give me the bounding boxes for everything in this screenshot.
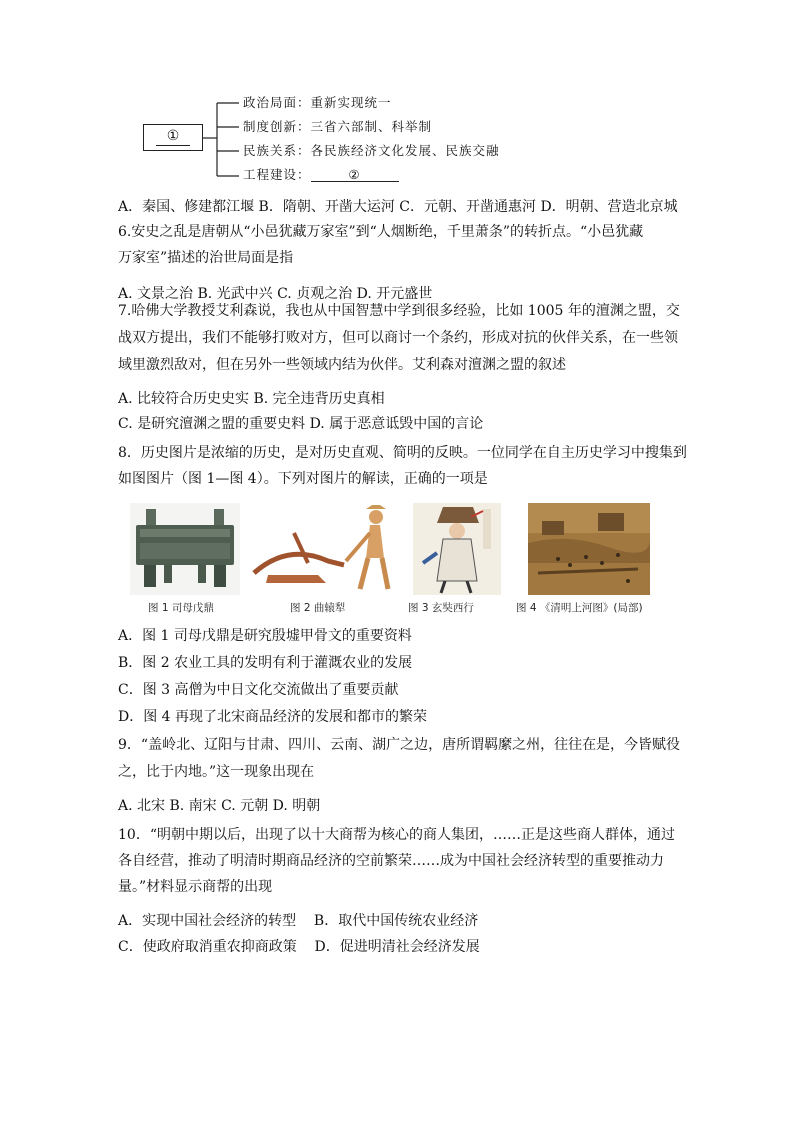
diagram-row-label: 民族关系：: [243, 143, 311, 158]
diagram-brace: [203, 95, 243, 185]
diagram-row-value: 三省六部制、科举制: [310, 119, 433, 134]
q10-option-line-2: C．使政府取消重农抑商政策 D．促进明清社会经济发展: [118, 939, 480, 955]
diagram-row-institution: [243, 119, 432, 135]
q10-option-line-1: A．实现中国社会经济的转型 B．取代中国传统农业经济: [118, 913, 479, 929]
figure-3-caption: 图 3 玄奘西行: [408, 602, 474, 614]
q9-options: A. 北宋 B. 南宋 C. 元朝 D. 明朝: [118, 798, 321, 814]
figure-2-caption: 图 2 曲辕犁: [290, 602, 346, 614]
diagram-blank: ②: [311, 167, 399, 182]
q6-stem-line-1: 6.安史之乱是唐朝从“小邑犹藏万家室”到“人烟断绝，千里萧条”的转折点。“小邑犹藏: [118, 224, 644, 240]
q7-stem-line-3: 域里激烈敌对，但在另外一些领域内结为伙伴。艾利森对澶渊之盟的叙述: [118, 357, 566, 373]
q10-stem-line-2: 各自经营，推动了明清时期商品经济的空前繁荣……成为中国社会经济转型的重要推动力: [118, 853, 664, 869]
plow-image: [248, 503, 396, 595]
q8-option-d: D．图 4 再现了北宋商品经济的发展和都市的繁荣: [118, 709, 428, 725]
q7-option-line-2: C. 是研究澶渊之盟的重要史料 D. 属于恶意诋毁中国的言论: [118, 416, 484, 432]
diagram-center-box: [143, 124, 203, 151]
diagram-row-politics: [243, 95, 392, 111]
diagram-row-label: 政治局面：: [243, 95, 311, 110]
diagram-center-underline: [156, 145, 190, 146]
q7-stem-line-2: 战双方提出，我们不能够打败对方，但可以商讨一个条约，形成对抗的伙伴关系，在一些领: [118, 330, 678, 346]
q8-option-a: A．图 1 司母戊鼎是研究殷墟甲骨文的重要资料: [118, 628, 412, 644]
diagram-row-label: 制度创新：: [243, 119, 311, 134]
q7-stem-line-1: 7.哈佛大学教授艾利森说，我也从中国智慧中学到很多经验，比如 1005 年的澶渊之盟，交: [118, 303, 680, 319]
q8-stem-line-2: 如图图片（图 1—图 4）。下列对图片的解读，正确的一项是: [118, 471, 488, 487]
q7-option-line-1: A. 比较符合历史史实 B. 完全违背历史真相: [118, 391, 385, 407]
figure-4-caption: 图 4 《清明上河图》(局部): [516, 602, 643, 614]
q9-stem-line-2: 之，比于内地。”这一现象出现在: [118, 764, 315, 780]
q6-options: A. 文景之治 B. 光武中兴 C. 贞观之治 D. 开元盛世: [118, 286, 433, 302]
diagram-row-value: 各民族经济文化发展、民族交融: [310, 143, 500, 158]
q8-option-c: C．图 3 高僧为中日文化交流做出了重要贡献: [118, 682, 399, 698]
ding-image: [130, 503, 240, 595]
q8-option-b: B．图 2 农业工具的发明有利于灌溉农业的发展: [118, 655, 413, 671]
q5-options: A．秦国、修建都江堰 B．隋朝、开凿大运河 C．元朝、开凿通惠河 D．明朝、营造北京城: [118, 199, 678, 215]
q9-stem-line-1: 9．“盖岭北、辽阳与甘肃、四川、云南、湖广之边，唐所谓羁縻之州，往往在是，今皆赋役: [118, 737, 681, 753]
diagram-center-label: ①: [166, 128, 180, 144]
q10-stem-line-1: 10．“明朝中期以后，出现了以十大商帮为核心的商人集团，……正是这些商人群体，通过: [118, 827, 675, 843]
xuanzang-image: [413, 503, 501, 595]
qingming-painting-image: [528, 503, 650, 595]
diagram-row-value: 重新实现统一: [310, 95, 392, 110]
q8-stem-line-1: 8．历史图片是浓缩的历史，是对历史直观、简明的反映。一位同学在自主历史学习中搜集到: [118, 445, 687, 461]
diagram-row-label: 工程建设：: [243, 167, 311, 182]
q6-stem-line-2: 万家室”描述的治世局面是指: [118, 250, 294, 266]
diagram-row-ethnic: [243, 143, 500, 159]
figure-1-caption: 图 1 司母戊鼎: [148, 602, 214, 614]
diagram-row-engineering: [243, 167, 399, 183]
q10-stem-line-3: 量。”材料显示商帮的出现: [118, 879, 273, 895]
